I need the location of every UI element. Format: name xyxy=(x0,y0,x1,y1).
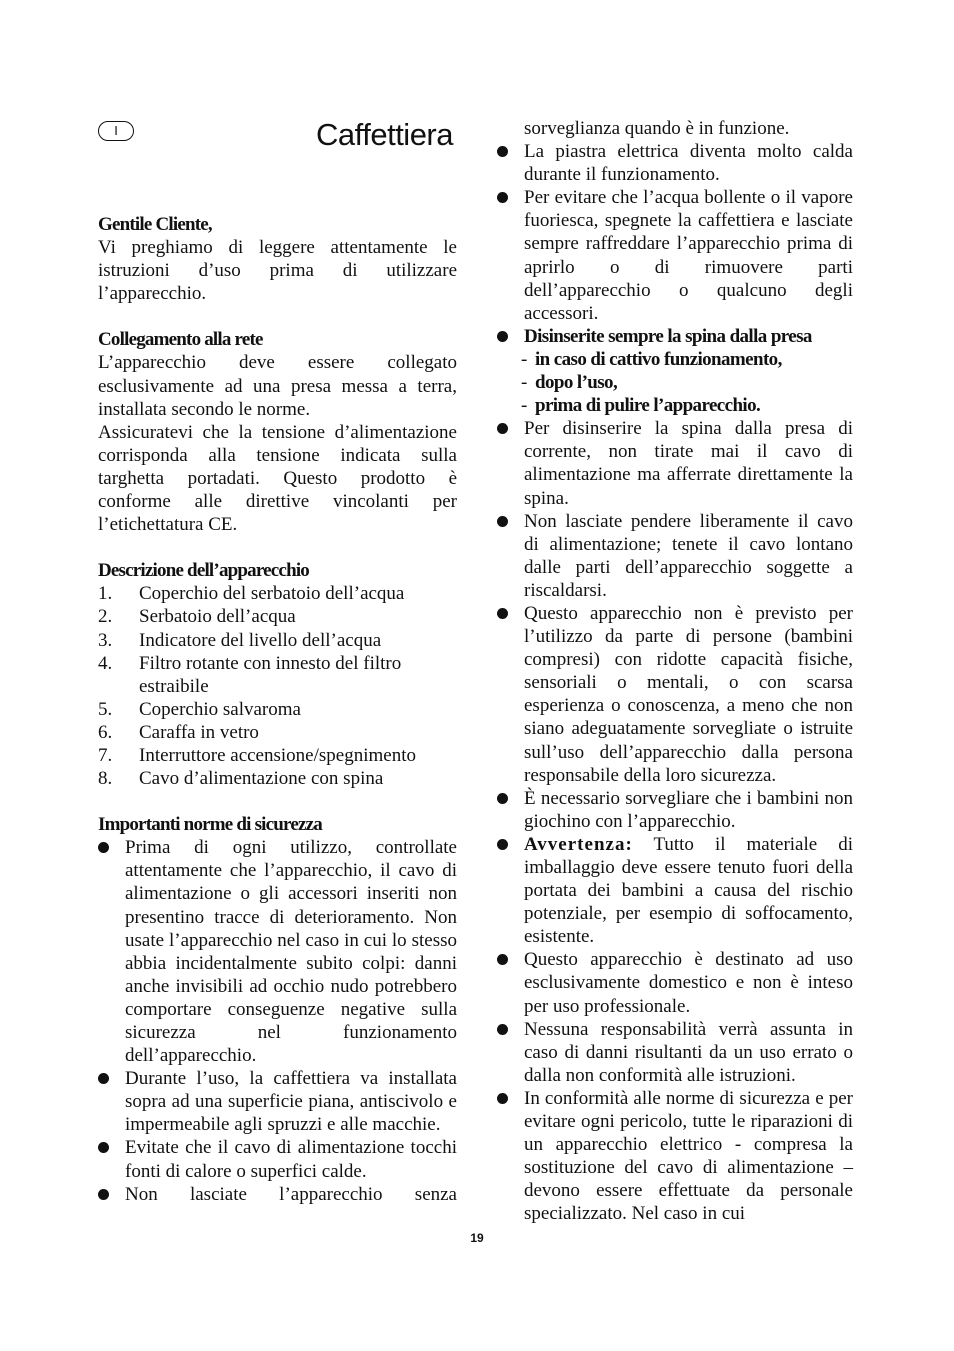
mains-text-2: Assicuratevi che la tensione d’alimentazione corrisponda alla tensione indicata sulla targhetta portadati. Questo prodotto è conforme alle direttive vincolanti per l’etichettatura CE. xyxy=(98,421,457,536)
list-item: Questo apparecchio non è previsto per l’utilizzo da parte di persone (bambini compresi) con ridotte capacità fisiche, sensoriali o mentali, o con scarsa esperienza o conoscenza, a meno che non siano adeguatamente sorvegliate o istruite sull’uso dell’apparecchio dalla persona responsabile della loro sicurezza. xyxy=(497,602,853,787)
bullet-icon xyxy=(497,839,508,850)
mains-text-1: L’apparecchio deve essere collegato esclusivamente ad una presa messa a terra, installata secondo le norme. xyxy=(98,352,457,420)
bullet-icon xyxy=(497,423,508,434)
greeting-text: Vi preghiamo di leggere attentamente le istruzioni d’uso prima di utilizzare l’apparecchio. xyxy=(98,237,457,305)
list-item: 2. Serbatoio dell’acqua xyxy=(98,606,296,628)
list-item: 5. Coperchio salvaroma xyxy=(98,698,301,720)
list-item: Questo apparecchio è destinato ad uso esclusivamente domestico e non è inteso per uso professionale. xyxy=(497,948,853,1017)
list-item: 8. Cavo d’alimentazione con spina xyxy=(98,768,384,790)
page-number: 19 xyxy=(470,1231,484,1245)
list-item: Non lasciate pendere liberamente il cavo di alimentazione; tenete il cavo lontano dalle parti dell’apparecchio soggette a riscaldarsi. xyxy=(497,510,853,602)
left-column xyxy=(98,117,457,1206)
mains-heading: Collegamento alla rete xyxy=(98,329,263,351)
bullet-icon xyxy=(98,1142,109,1153)
list-item: sorveglianza quando è in funzione. xyxy=(524,118,790,139)
list-item: Per disinserire la spina dalla presa di corrente, non tirate mai il cavo di alimentazione ma afferrate direttamente la spina. xyxy=(497,417,853,509)
safety-list-right xyxy=(497,117,853,348)
list-item: In conformità alle norme di sicurezza e per evitare ogni pericolo, tutte le riparazioni di un apparecchio elettrico - compresa la sostituzione del cavo di alimentazione – devono essere effettuate da personale specializzato. Nel caso in cui xyxy=(497,1087,853,1226)
list-item: Disinserite sempre la spina dalla presa xyxy=(497,325,853,348)
unplug-sub-item: - in caso di cattivo funzionamento, xyxy=(521,348,782,370)
unplug-sub-item: - prima di pulire l’apparecchio. xyxy=(521,395,761,417)
greeting-heading: Gentile Cliente, xyxy=(98,214,212,235)
description-heading: Descrizione dell’apparecchio xyxy=(98,560,310,582)
page-title: Caffettiera xyxy=(316,117,453,152)
list-item: 4. Filtro rotante con innesto del filtro estraibile xyxy=(98,652,402,697)
list-item: Durante l’uso, la caffettiera va installata sopra ad una superficie piana, antiscivolo e impermeabile agli spruzzi e alle macchie. xyxy=(98,1067,457,1136)
bullet-icon xyxy=(497,954,508,965)
list-item: La piastra elettrica diventa molto calda durante il funzionamento. xyxy=(497,140,853,186)
list-item: Prima di ogni utilizzo, controllate attentamente che l’apparecchio, il cavo di alimentazione o gli accessori inseriti non presentino tracce di deterioramento. Non usate l’apparecchio nel caso in cui lo stesso abbia incidentalmente subito colpi: danni anche invisibili ad occhio nudo potrebbero comportare conseguenze negative sulla sicurezza nel funzionamento dell’apparecchio. xyxy=(98,836,457,1067)
bullet-icon xyxy=(497,793,508,804)
bullet-icon xyxy=(497,608,508,619)
list-item: Non lasciate l’apparecchio senza xyxy=(98,1183,457,1206)
right-column xyxy=(497,117,853,1226)
list-item: 7. Interruttore accensione/spegnimento xyxy=(98,744,416,766)
bullet-icon xyxy=(497,192,508,203)
list-item: Nessuna responsabilità verrà assunta in caso di danni risultanti da un uso errato o dalla non conformità alle istruzioni. xyxy=(497,1018,853,1087)
safety-list-left xyxy=(98,836,457,1206)
bullet-icon xyxy=(497,1093,508,1104)
list-item: Evitate che il cavo di alimentazione tocchi fonti di calore o superfici calde. xyxy=(98,1136,457,1182)
safety-list-right-2 xyxy=(497,417,853,1225)
bullet-icon xyxy=(497,1024,508,1035)
list-item: 1. Coperchio del serbatoio dell’acqua xyxy=(98,583,405,605)
language-badge: I xyxy=(98,121,134,141)
bullet-icon xyxy=(98,1189,109,1200)
unplug-sub-item: - dopo l’uso, xyxy=(521,372,618,394)
list-item: 3. Indicatore del livello dell’acqua xyxy=(98,629,382,651)
warning-label: Avvertenza: xyxy=(524,833,633,855)
bullet-icon xyxy=(497,516,508,527)
parts-list xyxy=(98,582,457,790)
list-item: Avvertenza: Tutto il materiale di imballaggio deve essere tenuto fuori della portata dei bambini a causa del rischio potenziale, per esempio di soffocamento, esistente. xyxy=(497,833,853,948)
list-item: È necessario sorvegliare che i bambini non giochino con l’apparecchio. xyxy=(497,787,853,833)
bullet-icon xyxy=(98,1073,109,1084)
list-item: Per evitare che l’acqua bollente o il vapore fuoriesca, spegnete la caffettiera e lasciate sempre raffreddare l’apparecchio prima di aprirlo o di rimuovere parti dell’apparecchio o qualcuno degli accessori. xyxy=(497,186,853,325)
page-header xyxy=(98,117,457,213)
bullet-icon xyxy=(98,842,109,853)
safety-heading: Importanti norme di sicurezza xyxy=(98,814,322,836)
bullet-icon xyxy=(497,331,508,342)
list-item: 6. Caraffa in vetro xyxy=(98,721,259,743)
bullet-icon xyxy=(497,146,508,157)
